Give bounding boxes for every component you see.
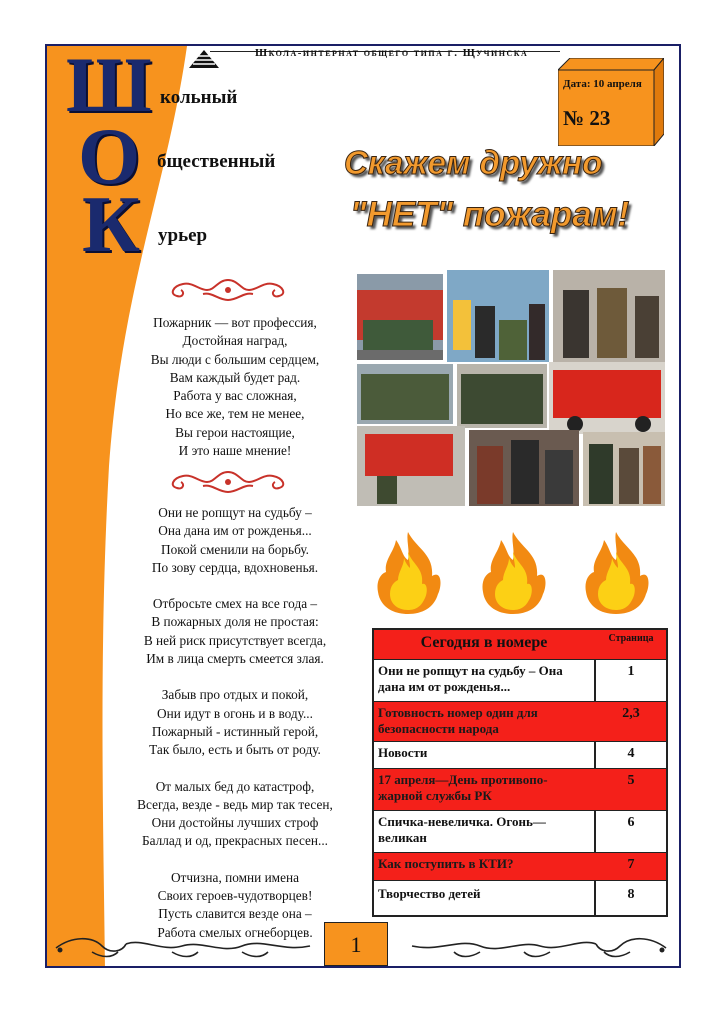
ornament-divider [163,468,293,496]
article-title: Готовность номер один для безопасности народа [378,705,538,736]
poem-line: Вы люди с большим сердцем, [150,351,320,367]
poem-line: Они идут в огонь и в воду... [157,705,313,721]
poem-line: Покой сменили на борьбу. [160,541,310,557]
photo-cadets-line [357,364,453,424]
poem-line: Она дана им от рожденья... [158,523,312,539]
poem-stanza [110,778,360,851]
article-page: 5 [627,773,635,788]
footer-ornament-left [52,932,314,960]
photo-truck-training [357,426,465,506]
poem-line: Им в лица смерть смеется злая. [146,651,324,667]
contents-table [372,628,668,917]
poem-line: В ней риск присутствует всегда, [143,632,327,648]
issue-number: № 23 [563,106,611,130]
photo-fire-truck-crew [357,274,443,360]
article-title: Как поступить в КТИ? [378,856,514,871]
masthead-letter-sh: Ш [66,41,152,128]
contents-title: Сегодня в номере [420,634,548,651]
poem-line: Баллад и од, прекрасных песен... [141,833,329,849]
masthead-word-3: урьер [158,225,208,246]
table-row[interactable] [374,811,666,853]
poem-line: В пожарных доля не простая: [151,614,319,630]
page-number: 1 [350,932,362,957]
masthead-letter-o: О [78,113,141,201]
school-line: Школа-интернат общего типа г. Щучинска [255,47,529,59]
poem-line: По зову сердца, вдохновенья. [151,559,319,575]
article-page: 2,3 [622,706,640,721]
poem-line: Пожарный - истинный герой, [151,723,319,739]
flame-icon [580,530,652,616]
table-row[interactable] [374,881,666,915]
article-page: 8 [627,887,635,902]
poem-line: Пожарник — вот профессия, [153,315,317,330]
article-title: 17 апреля—День противопо-жарной службы РК [378,772,548,803]
poem-line: Отбросьте смех на все года – [152,596,318,612]
issue-date: Дата: 10 апреля [563,78,642,90]
poem-line: Своих героев-чудотворцев! [157,888,313,904]
poem-stanza [110,595,360,668]
photo-fire-truck-20 [549,362,665,434]
photo-collage [357,270,665,508]
masthead-letter-k: К [82,181,141,269]
photo-group-indoor [447,270,549,362]
poem-intro [110,314,360,460]
article-page: 6 [627,815,635,830]
poem-line: Забыв про отдых и покой, [161,687,309,703]
article-page: 4 [627,746,635,761]
poem-stanza [110,686,360,759]
table-row[interactable] [374,702,666,742]
masthead-word-1: кольный [160,87,238,108]
article-page: 7 [627,857,635,872]
flame-icon [372,530,444,616]
poem-stanza [110,869,360,942]
photo-class-demo [469,430,579,506]
masthead-word-2: бщественный [157,151,276,172]
table-row[interactable] [374,769,666,811]
poem-line: Пусть славится везде она – [158,906,312,922]
table-row[interactable] [374,660,666,702]
poem-line: Они достойны лучших строф [151,815,319,831]
poem-line: Работа смелых огнеборцев. [157,924,313,940]
poem-line: Работа у вас сложная, [173,388,297,404]
poem-line: От малых бед до катастроф, [155,778,315,794]
page-column-header: Страница [608,633,654,644]
photo-firefighters-gear [553,270,665,362]
table-row[interactable] [374,853,666,881]
poem-line: И это наше мнение! [178,443,292,459]
table-header-row [374,630,666,660]
photo-group-outdoor [457,364,547,428]
flame-icon [477,530,549,616]
poem-line: Но все же, тем не менее, [165,406,305,422]
ornament-divider [163,276,293,304]
page-number-box [324,922,388,966]
footer-ornament-right [398,932,670,960]
poem-line: Вы герои настоящие, [175,424,295,440]
photo-officer-students [583,432,665,506]
table-row[interactable] [374,742,666,769]
headline-line-1: Скажем дружно [344,144,603,181]
poem-line: Так было, есть и быть от роду. [149,742,321,758]
poem-line: Вам каждый будет рад. [169,369,301,385]
article-title: Новости [378,745,428,760]
article-title: Творчество детей [378,886,481,901]
headline-line-2: "НЕТ" пожарам! [350,195,630,234]
poem-main [110,504,360,960]
article-page: 1 [627,664,635,679]
poem-line: Отчизна, помни имена [170,869,300,885]
article-title: Спичка-невеличка. Огонь—великан [378,814,546,845]
poem-line: Они не ропщут на судьбу – [158,505,312,520]
poem-line: Всегда, везде - ведь мир так тесен, [137,796,333,812]
article-title: Они не ропщут на судьбу – Она дана им от рожденья... [378,663,563,694]
issue-box [558,58,664,146]
poem-stanza [110,504,360,577]
poem-line: Достойная наград, [182,333,288,349]
